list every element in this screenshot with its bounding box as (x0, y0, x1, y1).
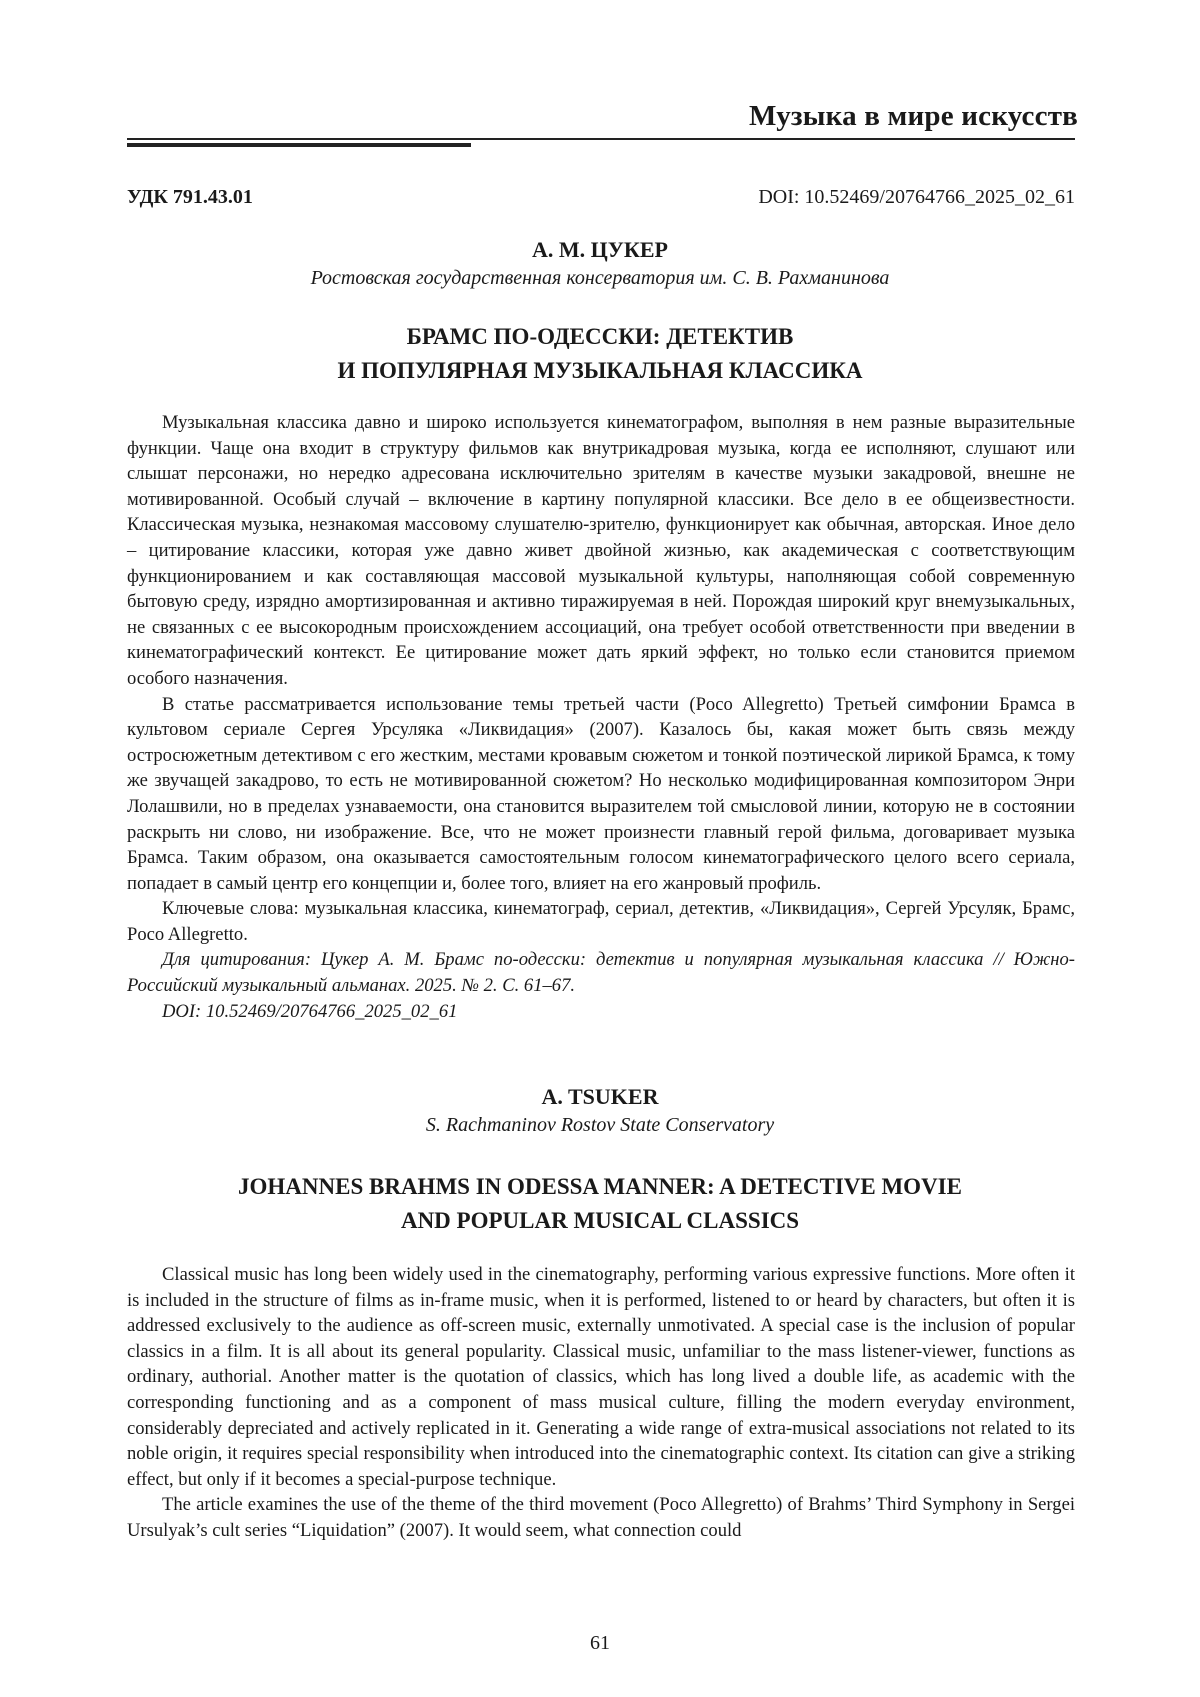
affiliation-ru: Ростовская государственная консерватория им. С. В. Рахманинова (310, 267, 890, 289)
abstract-ru-paragraph-2: В статье рассматривается использование темы третьей части (Poco Allegretto) Третьей симфонии Брамса в культовом сериале Сергея Урсуляка «Ликвидация» (2007). Казалось бы, какая может быть связь между остросюжетным детективом с его жестким, местами кровавым сюжетом и тонкой поэтической лирикой Брамса, к тому же звучащей закадрово, то есть не мотивированной сюжетом? Но несколько модифицированная композитором Энри Лолашвили, но в пределах узнаваемости, она становится выразителем той смысловой линии, которую не в состоянии раскрыть ни слово, ни изображение. Все, что не может произнести главный герой фильма, договаривает музыка Брамса. Таким образом, она оказывается самостоятельным голосом кинематографического целого всего сериала, попадает в самый центр его концепции и, более того, влияет на его жанровый профиль. (127, 693, 1075, 894)
citation-ru: Для цитирования: Цукер А. М. Брамс по-одесски: детектив и популярная музыкальная классика // Южно-Российский музыкальный альманах. 2025. № 2. С. 61–67. (127, 949, 1075, 997)
udk-code: УДК 791.43.01 (127, 186, 253, 208)
title-ru-line1: БРАМС ПО-ОДЕССКИ: ДЕТЕКТИВ (406, 324, 794, 349)
header-rule-thin (127, 138, 1075, 140)
article-title-en (0, 1170, 1200, 1238)
doi-ru: DOI: 10.52469/20764766_2025_02_61 (162, 1000, 458, 1022)
author-en: A. TSUKER (541, 1084, 659, 1109)
header-rule-thick (127, 143, 471, 147)
abstract-ru (127, 410, 1075, 1024)
journal-section-header: Музыка в мире искусств (749, 100, 1078, 132)
abstract-ru-paragraph-1: Музыкальная классика давно и широко используется кинематографом, выполняя в нем разные выразительные функции. Чаще она входит в структуру фильмов как внутрикадровая музыка, когда ее исполняют, слушают или слышат персонажи, но нередко адресована исключительно зрителям в качестве музыки закадровой, внешне не мотивированной. Особый случай – включение в картину популярной классики. Все дело в ее общеизвестности. Классическая музыка, незнакомая массовому слушателю-зрителю, функционирует как обычная, авторская. Иное дело – цитирование классики, которая уже давно живет двойной жизнью, как академическая с соответствующим функционированием и как составляющая массовой музыкальной культуры, наполняющая собой современную бытовую среду, изрядно амортизированная и активно тиражируемая в ней. Порождая широкий круг внемузыкальных, не связанных с ее высокородным происхождением ассоциаций, она требует особой ответственности при введении в кинематографический контекст. Ее цитирование может дать яркий эффект, но только если становится приемом особого назначения. (127, 412, 1075, 689)
title-en-line2: AND POPULAR MUSICAL CLASSICS (400, 1208, 800, 1233)
article-title-ru (0, 320, 1200, 388)
keywords-ru: Ключевые слова: музыкальная классика, кинематограф, сериал, детектив, «Ликвидация», Сергей Урсуляк, Брамс, Poco Allegretto. (127, 898, 1075, 945)
affiliation-en: S. Rachmaninov Rostov State Conservatory (425, 1114, 775, 1136)
author-ru: А. М. ЦУКЕР (532, 237, 668, 262)
abstract-en-paragraph-1: Classical music has long been widely used in the cinematography, performing various expressive functions. More often it is included in the structure of films as in-frame music, when it is performed, listened to or heard by characters, but often it is addressed exclusively to the audience as off-screen music, externally unmotivated. A special case is the inclusion of popular classics in a film. It is all about its general popularity. Classical music, unfamiliar to the mass listener-viewer, functions as ordinary, authorial. Another matter is the quotation of classics, which has long lived a double life, as academic with the corresponding functioning and as a component of mass musical culture, filling the modern everyday environment, considerably depreciated and actively replicated in it. Generating a wide range of extra-musical associations not related to its noble origin, it requires special responsibility when introduced into the cinematographic context. Its citation can give a striking effect, but only if it becomes a special-purpose technique. (127, 1264, 1075, 1490)
abstract-en (127, 1262, 1075, 1544)
title-en-line1: JOHANNES BRAHMS IN ODESSA MANNER: A DETECTIVE MOVIE (238, 1174, 962, 1199)
abstract-en-paragraph-2: The article examines the use of the theme of the third movement (Poco Allegretto) of Brahms’ Third Symphony in Sergei Ursulyak’s cult series “Liquidation” (2007). It would seem, what connection could (127, 1494, 1075, 1541)
doi-header: DOI: 10.52469/20764766_2025_02_61 (758, 186, 1075, 208)
title-ru-line2: И ПОПУЛЯРНАЯ МУЗЫКАЛЬНАЯ КЛАССИКА (337, 358, 863, 383)
page-number: 61 (590, 1632, 610, 1654)
